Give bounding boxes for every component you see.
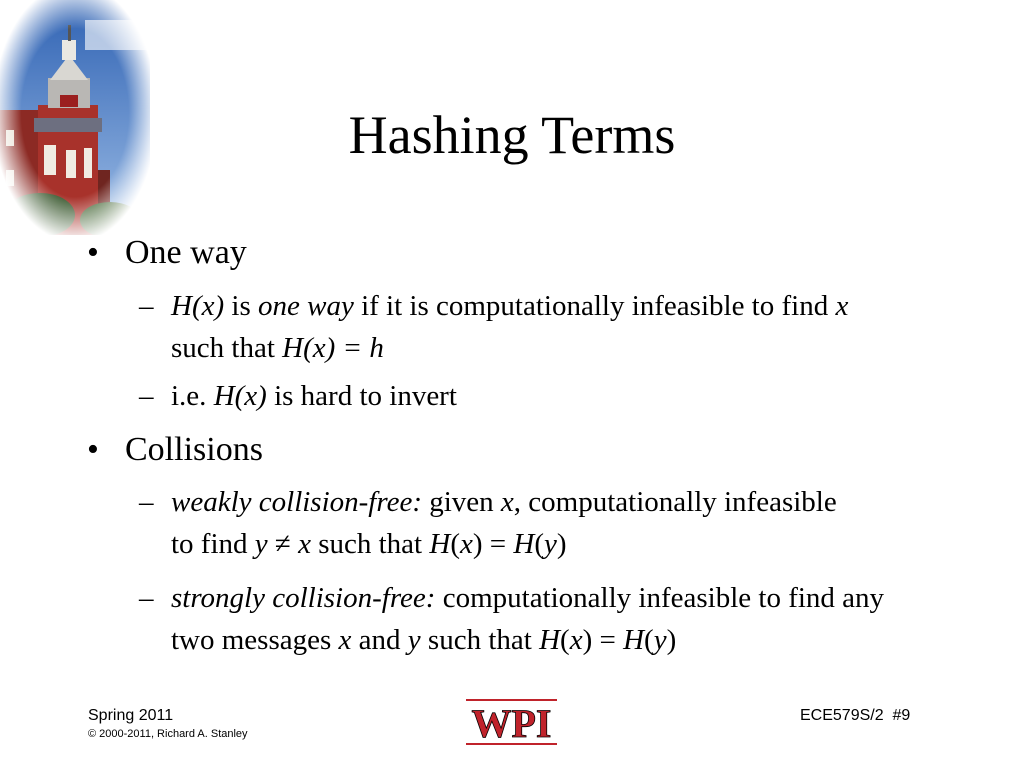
text-segment: x [298, 528, 311, 560]
text-segment: x [500, 486, 514, 518]
sub-bullet-weakly-collision-free [139, 481, 851, 565]
text-segment: H(x) = h [282, 332, 384, 364]
text-segment: H [513, 528, 535, 560]
text-segment: x [569, 624, 583, 656]
sub-bullet-text [171, 380, 457, 412]
sub-bullet-strongly-collision-free [139, 577, 901, 661]
text-segment: H [623, 624, 645, 656]
text-segment: H(x) [213, 380, 267, 412]
text-segment: ) = [582, 624, 624, 656]
sub-bullet-text [171, 290, 848, 364]
footer-copyright: © 2000-2011, Richard A. Stanley [88, 728, 248, 740]
text-segment: ≠ [267, 528, 299, 560]
text-segment: such that [171, 332, 283, 364]
text-segment: x [338, 624, 352, 656]
bullet-dot: • [87, 431, 99, 468]
sub-bullet-text [171, 486, 837, 560]
sub-bullet-text [171, 582, 884, 656]
text-segment: ( [560, 624, 570, 656]
text-segment: such that [420, 624, 540, 656]
wpi-logo [464, 697, 559, 749]
text-segment: ( [450, 528, 460, 560]
text-segment: and [351, 624, 408, 656]
text-segment: ) = [472, 528, 514, 560]
text-segment: one way [257, 290, 354, 322]
sub-bullet-dash: – [139, 486, 154, 518]
text-segment: ( [534, 528, 544, 560]
bullet-label: Collisions [125, 431, 263, 468]
text-segment: y [653, 624, 667, 656]
text-segment: x [835, 290, 849, 322]
text-segment: H [539, 624, 561, 656]
text-segment: , computationally infeasible to find [171, 486, 837, 560]
footer-course-page: ECE579S/2 #9 [800, 707, 911, 724]
text-segment: weakly collision-free: [171, 486, 422, 518]
footer-term: Spring 2011 [88, 707, 174, 724]
text-segment: ) [556, 528, 567, 560]
text-segment: strongly collision-free: [171, 582, 436, 614]
text-segment: given [421, 486, 501, 518]
text-segment: ( [644, 624, 654, 656]
sub-bullet-one-way-definition [139, 285, 891, 369]
bullet-dot: • [87, 234, 99, 271]
text-segment: if it is computationally infeasible to find [353, 290, 836, 322]
text-segment: is hard to invert [266, 380, 457, 412]
wpi-logo-text: WPI [471, 701, 552, 746]
bullet-collisions [87, 430, 263, 470]
sub-bullet-dash: – [139, 290, 154, 322]
text-segment: x [459, 528, 473, 560]
footer-left [88, 706, 248, 742]
bullet-label: One way [125, 234, 247, 271]
sub-bullet-dash: – [139, 380, 154, 412]
text-segment: H(x) [171, 290, 225, 322]
text-segment: y [407, 624, 421, 656]
text-segment: is [224, 290, 258, 322]
text-segment: H [429, 528, 451, 560]
text-segment: y [544, 528, 557, 560]
slide-title: Hashing Terms [348, 105, 676, 165]
text-segment: ) [666, 624, 677, 656]
text-segment: y [254, 528, 268, 560]
sub-bullet-dash: – [139, 582, 154, 614]
text-segment: computationally infeasible to find any two messages [171, 582, 885, 656]
bullet-one-way [87, 233, 247, 273]
text-segment: i.e. [171, 380, 214, 412]
text-segment: such that [310, 528, 430, 560]
sub-bullet-hard-to-invert [139, 375, 891, 417]
